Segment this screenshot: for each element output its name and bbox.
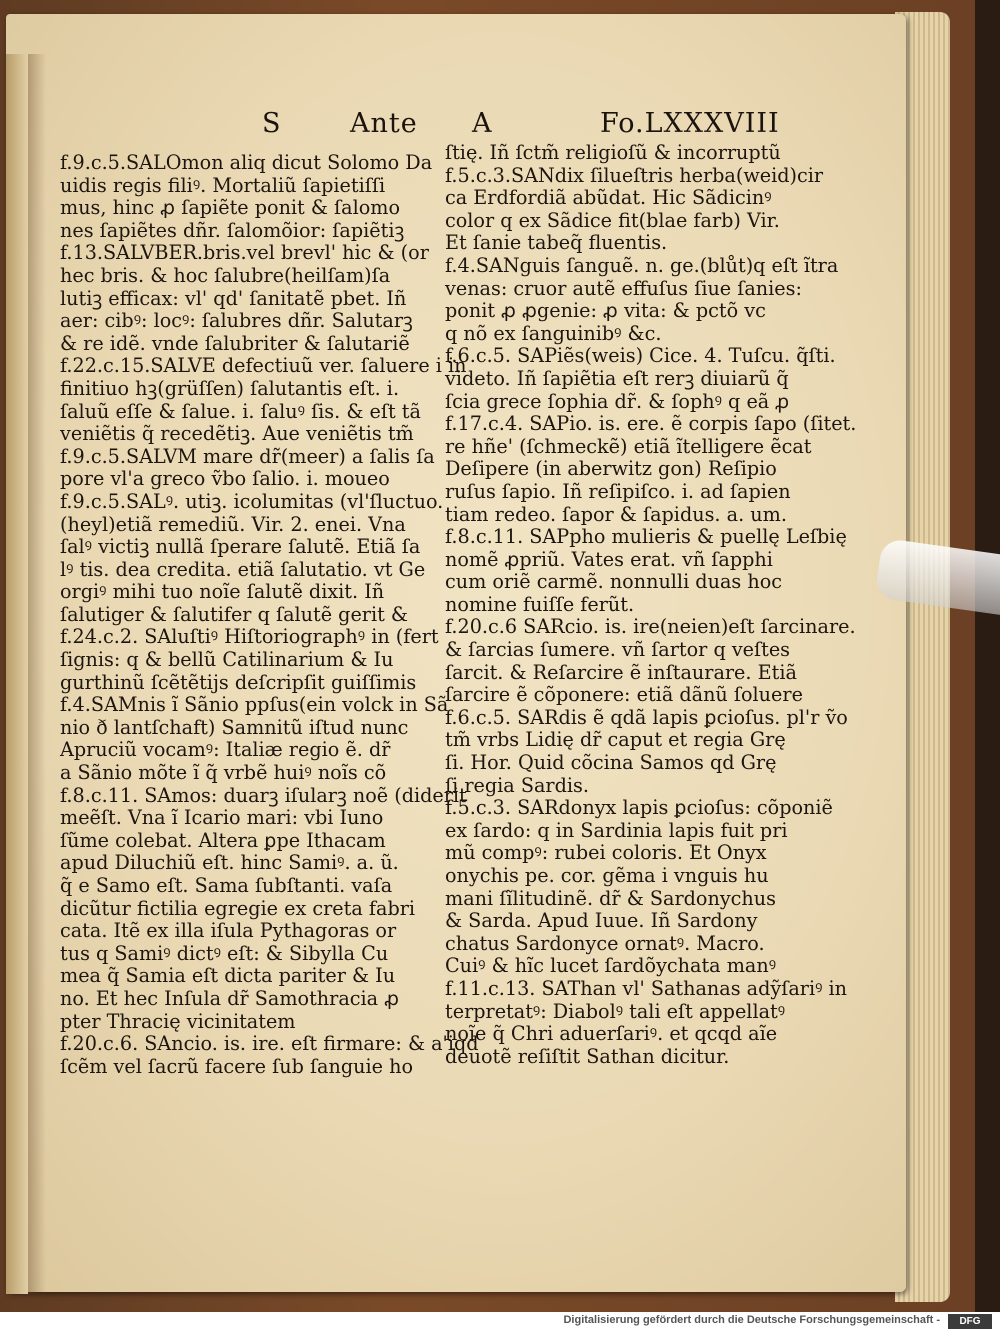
text-line: ſtię. Iñ ſctm̃ religioſũ & incorruptũ: [445, 141, 781, 164]
text-line: finitiuo hꝫ(grüſſen) ſalutantis eſt. i.: [60, 376, 400, 400]
text-line: f.6.c.5. SARdis ẽ qdã lapis ꝑcioſus. pl'r ṽo: [445, 705, 848, 729]
text-line: ſi regia Sardis.: [445, 773, 589, 797]
text-line: ſcia grece ſophia dr̃. & ſophꝰ q eã ꝓ: [445, 389, 790, 413]
dictionary-entry: [60, 489, 444, 627]
text-line: dicũtur fictilia egregie ex creta fabri: [60, 896, 416, 920]
text-line: & ſarcias ſumere. vñ ſartor q veſtes: [445, 638, 791, 662]
dictionary-entry: [60, 446, 440, 491]
text-line: pore vl'a greco ṽbo ſalio. i. moueo: [60, 467, 390, 491]
text-line: re hñe' (ſchmeckẽ) etiã ĩtelligere ẽcat: [445, 434, 812, 458]
dictionary-entry: [445, 142, 823, 165]
text-line: f.13.SALVBER.bris.vel brevl' hic & (or: [60, 241, 429, 265]
text-line: gurthinũ ſcẽtẽtijs deſcripſit guiſſimis: [60, 670, 417, 694]
dictionary-entry: [445, 253, 839, 345]
text-line: ſaluũ eſſe & ſalue. i. ſaluꝰ ſis. & eſt tã: [60, 399, 421, 423]
text-line: uidis regis filiꝰ. Mortaliũ ſapietiſſi: [60, 173, 386, 197]
text-line: tm̃ vrbs Lidię dr̃ caput et regia Grę: [445, 728, 786, 752]
dictionary-entry: [445, 796, 833, 978]
text-line: f.5.c.3.SANdix ſilueſtris herba(weid)cir: [445, 163, 824, 187]
text-line: meẽſt. Vna ĩ Icario mari: vbi Iuno: [60, 806, 384, 830]
text-line: ſalutiger & ſalutifer q ſalutẽ gerit &: [60, 602, 408, 626]
text-line: deuotẽ reſiſtit Sathan dicitur.: [445, 1044, 730, 1068]
dictionary-entry: [445, 165, 823, 255]
text-line: f.20.c.6. SAncio. is. ire. eſt firmare: & a'iqd: [60, 1032, 479, 1056]
text-line: & Sarda. Apud Iuue. Iñ Sardony: [445, 909, 758, 933]
text-line: venas: cruor autẽ effuſus ſiue ſanies:: [445, 276, 802, 300]
text-line: f.5.c.3. SARdonyx lapis ꝑcioſus: cõponiẽ: [445, 796, 833, 820]
text-line: ca Erdfordiã abũdat. Hic Sãdicinꝰ: [445, 186, 772, 210]
text-line: q̃ e Samo eſt. Sama ſubſtanti. vaſa: [60, 874, 393, 897]
dfg-logo: DFG: [948, 1314, 992, 1329]
footer-bar: [0, 1312, 1000, 1332]
text-line: f.9.c.5.SALVM mare dr̃(meer) a ſalis ſa: [60, 444, 435, 468]
text-line: f.6.c.5. SAPiẽs(weis) Cice. 4. Tuſcu. q̃ſti.: [445, 344, 836, 368]
text-line: lꝰ tis. dea credita. etiã ſalutatio. vt Ge: [60, 557, 426, 581]
text-line: ponit ꝓ ꝓgenie: ꝓ vita: & pctõ vc: [445, 299, 766, 323]
text-line: Deſipere (in aberwitz gon) Reſipio: [445, 457, 777, 481]
text-line: f.9.c.5.SALꝰ. utiꝫ. icolumitas (vl'ſluctuo.: [60, 489, 444, 513]
text-line: f.4.SAMnis ĩ Sãnio ppſus(ein volck in Sã: [60, 693, 449, 717]
dictionary-entry: [445, 412, 857, 526]
dictionary-entry: [60, 693, 449, 785]
right-text-column: [445, 141, 857, 1068]
text-line: chatus Sardonyce ornatꝰ. Macro.: [445, 931, 765, 955]
text-line: & re idẽ. vnde ſalubriter & ſalutariẽ: [60, 331, 410, 355]
text-line: onychis pe. cor. gẽma i vnguis hu: [445, 864, 769, 887]
text-line: orgiꝰ mihi tuo noĩe ſalutẽ dixit. Iñ: [60, 580, 385, 604]
dictionary-entry: [60, 626, 440, 694]
text-line: ſi. Hor. Quid cõcina Samos qd Grę: [445, 751, 777, 775]
dictionary-entry: [445, 344, 836, 413]
text-line: Apruciũ vocamꝰ: Italiæ regio ẽ. dr̃: [60, 738, 391, 762]
text-line: ſarcire ẽ cõponere: etiã dãnũ ſoluere: [445, 683, 803, 707]
text-line: ſarcit. & Reſarcire ẽ inſtaurare. Etiã: [445, 660, 797, 684]
text-line: a Sãnio mõte ĩ q̃ vrbẽ huiꝰ noĩs cõ: [60, 761, 387, 785]
text-line: nomẽ ꝓpriũ. Vates erat. vñ ſapphi: [445, 547, 773, 571]
text-line: cata. Itẽ ex illa iſula Pythagoras or: [60, 919, 397, 943]
text-line: ruſus ſapio. Iñ reſipiſco. i. ad ſapien: [445, 479, 791, 503]
left-page-edge: [6, 54, 28, 1294]
page-gutter: [28, 54, 46, 1294]
text-line: nio ð lantſchaft) Samnitũ iſtud nunc: [60, 715, 409, 739]
text-line: f.22.c.15.SALVE defectiuũ ver. ſaluere i in: [60, 354, 467, 378]
dictionary-entry: [60, 354, 467, 446]
dictionary-entry: [445, 705, 848, 797]
text-line: nes ſapiẽtes dñr. ſalomõior: ſapiẽtiꝫ: [60, 218, 405, 242]
text-line: aer: cibꝰ: locꝰ: ſalubres dñr. Salutarꝫ: [60, 309, 413, 333]
text-line: lutiꝫ efficax: vl' qd' ſanitatẽ pbet. Iñ: [60, 286, 407, 310]
text-line: mus, hinc ꝓ ſapiẽte ponit & ſalomo: [60, 196, 401, 220]
text-line: mũ compꝰ: rubei coloris. Et Onyx: [445, 841, 767, 865]
text-line: f.9.c.5.SALOmon aliq dicut Solomo Da: [60, 151, 433, 174]
text-line: ſũme colebat. Altera ꝑpe Ithacam: [60, 828, 386, 852]
text-line: cum oriẽ carmẽ. nonnulli duas hoc: [445, 570, 782, 594]
text-line: mani ſĩlitudinẽ. dr̃ & Sardonychus: [445, 886, 776, 910]
text-line: terpretatꝰ: Diabolꝰ tali eſt appellatꝰ: [445, 999, 786, 1023]
text-line: f.11.c.13. SAThan vl' Sathanas adỹſariꝰ in: [445, 976, 848, 1000]
header-ante: Ante: [350, 108, 418, 139]
dictionary-entry: [445, 976, 848, 1068]
text-line: nomine fuiſſe ferũt.: [445, 592, 635, 616]
text-line: noĩe q̃ Chri aduerſariꝰ. et qcqd aĩe: [445, 1022, 778, 1046]
text-line: f.24.c.2. SAluſtiꝰ Hiſtoriographꝰ in (fert: [60, 625, 439, 649]
dictionary-entry: [60, 242, 440, 355]
text-line: ex ſardo: q in Sardinia lapis fuit pri: [445, 818, 788, 842]
folio-number: Fo.LXXXVIII: [600, 108, 780, 139]
text-line: no. Et hec Inſula dr̃ Samothracia ꝓ: [60, 986, 400, 1010]
text-line: ſalꝰ victiꝫ nullã ſperare ſalutẽ. Etiã ſa: [60, 535, 421, 559]
text-line: (heyl)etiã remediũ. Vir. 2. enei. Vna: [60, 512, 406, 536]
text-line: pter Thracię vicinitatem: [60, 1009, 296, 1033]
text-line: f.4.SANguis ſanguẽ. n. ge.(blůt)q eſt ĩtra: [445, 253, 839, 277]
text-line: mea q̃ Samia eſt dicta pariter & Iu: [60, 964, 396, 988]
text-line: f.8.c.11. SAPpho mulieris & puellę Leſbię: [445, 525, 847, 549]
text-line: tiam redeo. ſapor & ſapidus. a. um.: [445, 502, 787, 526]
dictionary-entry: [60, 783, 467, 1034]
dictionary-entry: [60, 152, 440, 242]
text-line: ſcẽm vel ſacrũ facere ſub ſanguie ho: [60, 1054, 413, 1078]
text-line: videto. Iñ ſapiẽtia eſt rerꝫ diuiarũ q̃: [445, 366, 789, 390]
dictionary-entry: [60, 1032, 479, 1078]
text-line: f.20.c.6 SARcio. is. ire(neien)eſt ſarcinare.: [445, 615, 856, 639]
dictionary-entry: [445, 525, 847, 616]
header-letter-a: A: [472, 108, 493, 139]
text-line: ſignis: q & bellũ Catilinarium & Iu: [60, 648, 394, 672]
text-line: f.8.c.11. SAmos: duarꝫ iſularꝫ noẽ (diderit: [60, 783, 467, 807]
text-line: color q ex Sãdice fit(blae farb) Vir.: [445, 208, 780, 232]
text-line: q nõ ex ſanguinibꝰ &c.: [445, 321, 662, 345]
text-line: hec bris. & hoc ſalubre(heilſam)ſa: [60, 263, 391, 287]
dictionary-entry: [445, 615, 856, 707]
footer-credit: Digitalisierung gefördert durch die Deutsche Forschungsgemeinschaft -: [563, 1314, 940, 1326]
text-line: apud Diluchiũ eſt. hinc Samiꝰ. a. ũ.: [60, 851, 399, 875]
text-line: Cuiꝰ & hĩc lucet ſardõychata manꝰ: [445, 954, 777, 978]
text-line: f.17.c.4. SAPio. is. ere. ẽ corpis ſapo (ſitet.: [445, 412, 857, 436]
header-letter-s: S: [262, 108, 282, 139]
left-text-column: [60, 151, 479, 1078]
text-line: Et ſanie tabeq̃ fluentis.: [445, 231, 668, 255]
text-line: tus q Samiꝰ dictꝰ eſt: & Sibylla Cu: [60, 941, 389, 965]
text-line: veniẽtis q̃ recedẽtiꝫ. Aue veniẽtis tm̃: [60, 422, 414, 446]
